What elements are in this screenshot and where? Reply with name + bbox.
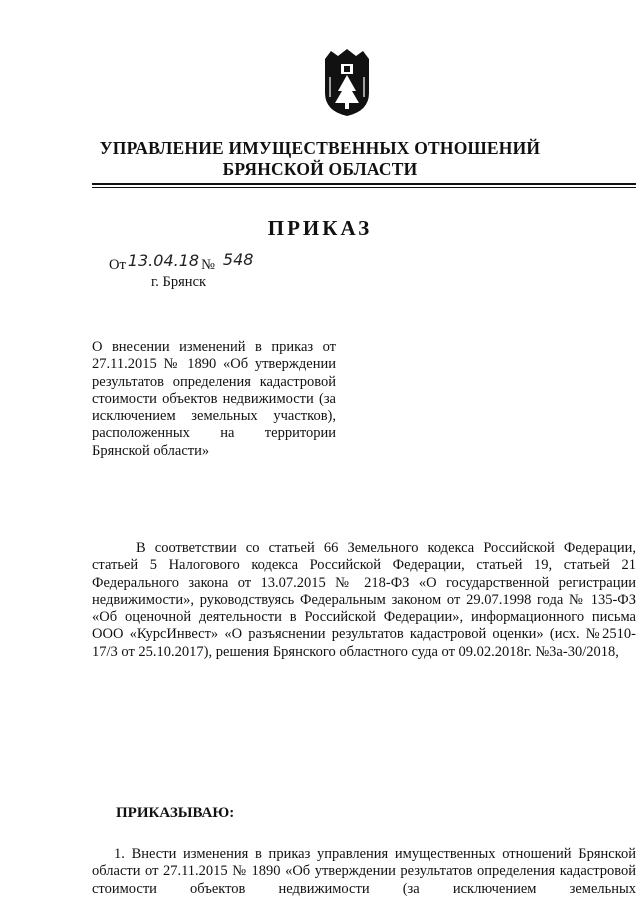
date-from-label: От xyxy=(109,257,126,273)
order-heading: ПРИКАЗЫВАЮ: xyxy=(116,805,235,821)
handwritten-number: 548 xyxy=(222,250,254,269)
city-line: г. Брянск xyxy=(151,274,207,290)
header-rule xyxy=(92,183,636,185)
organization-name-line1: УПРАВЛЕНИЕ ИМУЩЕСТВЕННЫХ ОТНОШЕНИЙ xyxy=(99,138,541,158)
order-subject: О внесении изменений в приказ от 27.11.2015 № 1890 «Об утверждении результатов определения кадастровой стоимости объектов недвижимости (за исключением земельных участков), расположенных на территории Брянской области» xyxy=(92,339,336,459)
document-title: ПРИКАЗ xyxy=(267,216,373,240)
handwritten-date: 13.04.18 xyxy=(127,251,200,270)
date-number-line xyxy=(109,250,254,274)
preamble-paragraph: В соответствии со статьей 66 Земельного кодекса Российской Федерации, статьей 5 Налогового кодекса Российской Федерации, статьей 19, статьей 21 Федерального закона от 13.07.2015 № 218-ФЗ «О государственной регистрации недвижимости», руководствуясь Федеральным законом от 29.07.1998 года № 135-ФЗ «Об оценочной деятельности в Российской Федерации», информационного письма ООО «КурсИнвест» «О разъяснении результатов кадастровой оценки» (исх. №2510-17/3 от 25.10.2017), решения Брянского областного суда от 09.02.2018г. №3а-30/2018, xyxy=(92,540,636,660)
order-item-1: 1. Внести изменения в приказ управления имущественных отношений Брянской области от 27.11.2015 № 1890 «Об утверждении результатов определения кадастровой стоимости объектов недвижимости (за исключением земельных xyxy=(92,846,636,897)
organization-name-line2: БРЯНСКОЙ ОБЛАСТИ xyxy=(222,159,418,179)
coat-of-arms-icon xyxy=(321,47,373,117)
number-label: № xyxy=(201,257,215,273)
header-rule-thin xyxy=(92,187,636,188)
